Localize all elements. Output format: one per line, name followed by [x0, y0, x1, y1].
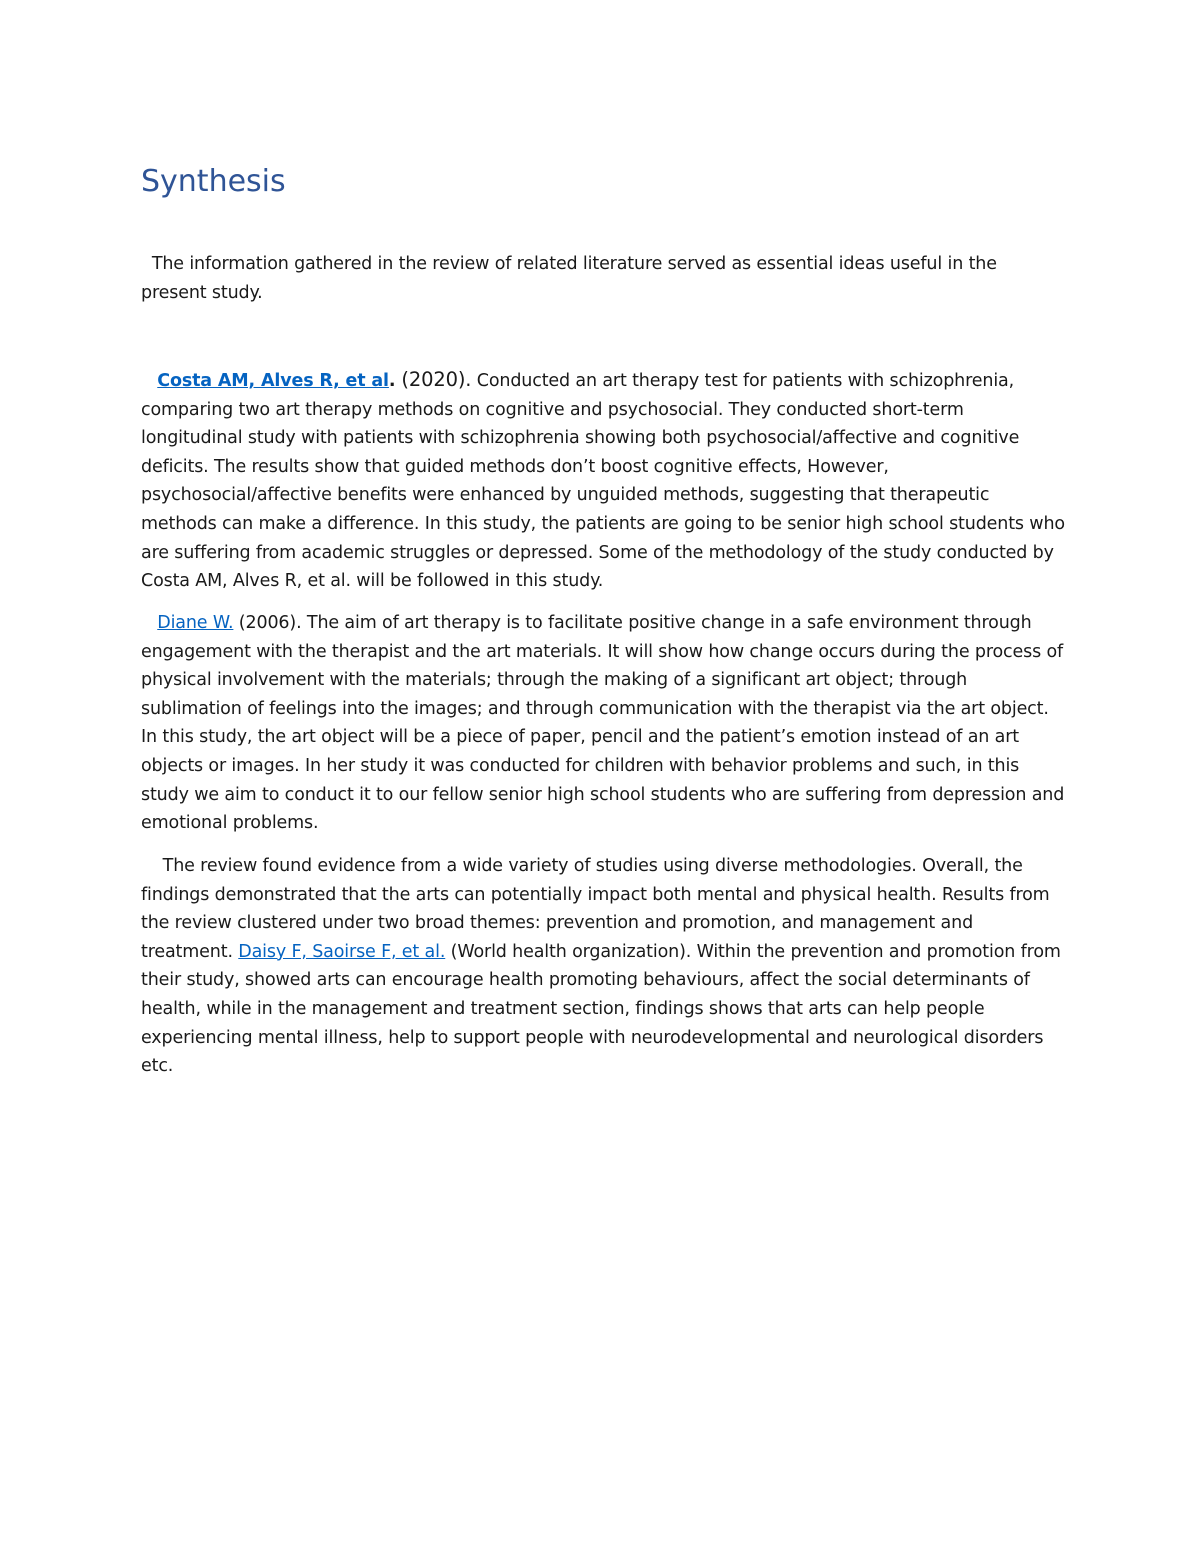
review-text-before: The review found evidence from a wide variety of studies using diverse methodologies. Overall, the findings demonstrated that the arts can potentially impact both mental and physical health. Results from the review clustered under two broad themes: prevention and promotion, and management and treatment. — [141, 856, 1050, 962]
page-title: Synthesis — [141, 164, 286, 199]
intro-text: The information gathered in the review of related literature served as essential ideas useful in the present study. — [141, 254, 997, 303]
costa-citation-link[interactable]: Costa AM, Alves R, et al — [157, 371, 389, 391]
indent — [141, 371, 157, 391]
indent — [141, 856, 163, 876]
review-paragraph — [141, 852, 1066, 1081]
daisy-citation-link[interactable]: Daisy F, Saoirse F, et al. — [238, 941, 446, 962]
diane-paragraph — [141, 609, 1066, 838]
costa-paragraph — [141, 366, 1066, 596]
costa-year: (2020). — [401, 368, 472, 391]
indent — [141, 254, 152, 274]
intro-paragraph — [141, 250, 1066, 307]
diane-text: (2006). The aim of art therapy is to facilitate positive change in a safe environment through engagement with the therapist and the art materials. It will show how change occurs during the process of physical involvement with the materials; through the making of a significant art object; through sublimation of feelings into the images; and through communication with the therapist via the art object. In this study, the art object will be a piece of paper, pencil and the patient’s emotion instead of an art objects or images. In her study it was conducted for children with behavior problems and such, in this study we aim to conduct it to our fellow senior high school students who are suffering from depression and emotional problems. — [141, 613, 1065, 834]
costa-citation-punct: . — [388, 371, 402, 391]
review-text-after: (World health organization). Within the prevention and promotion from their study, showed arts can encourage health promoting behaviours, affect the social determinants of health, while in the management and treatment section, findings shows that arts can help people experiencing mental illness, help to support people with neurodevelopmental and neurological disorders etc. — [141, 941, 1061, 1077]
indent — [141, 613, 157, 633]
diane-citation-link[interactable]: Diane W. — [157, 613, 234, 633]
costa-text: Conducted an art therapy test for patients with schizophrenia, comparing two art therapy methods on cognitive and psychosocial. They conducted short-term longitudinal study with patients with schizophrenia showing both psychosocial/affective and cognitive deficits. The results show that guided methods don’t boost cognitive effects, However, psychosocial/affective benefits were enhanced by unguided methods, suggesting that therapeutic methods can make a difference. In this study, the patients are going to be senior high school students who are suffering from academic struggles or depressed. Some of the methodology of the study conducted by Costa AM, Alves R, et al. will be followed in this study. — [141, 371, 1065, 592]
